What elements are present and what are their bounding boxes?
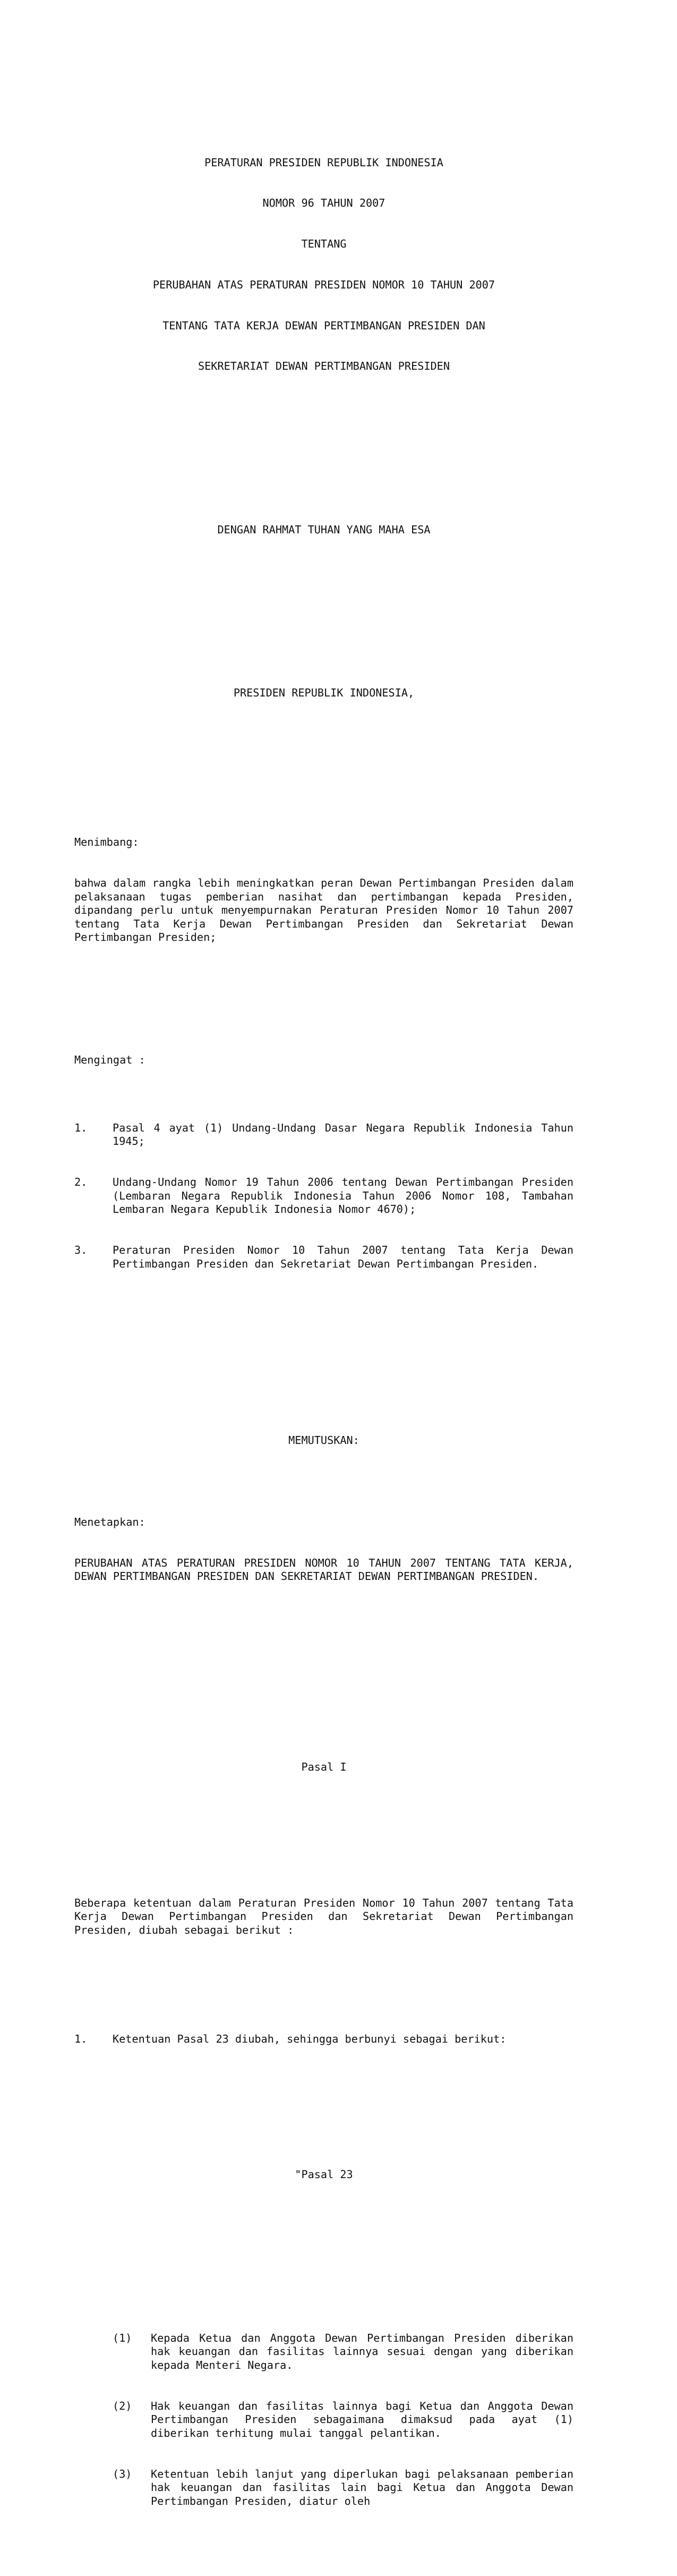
pasal-i-heading-block (74, 1733, 573, 1801)
ayat-marker: (2) (113, 2399, 132, 2412)
pasal-i-item-1 (74, 2033, 573, 2046)
mengingat-list (74, 1094, 573, 1298)
blessing-line: DENGAN RAHMAT TUHAN YANG MAHA ESA (217, 523, 431, 536)
menimbang-body: bahwa dalam rangka lebih meningkatkan peran Dewan Pertimbangan Presiden dalam pelaksanaan tugas pemberian nasihat dan pertimbangan kepada Presiden, dipandang perlu untuk menyempurnakan Peraturan Presiden Nomor 10 Tahun 2007 tentang Tata Kerja Dewan Pertimbangan Presiden dan Sekretariat Dewan Pertimbangan Presiden; (74, 877, 573, 944)
title-line-2: NOMOR 96 TAHUN 2007 (262, 197, 385, 210)
menimbang-label: Menimbang: (74, 836, 139, 849)
menetapkan-body: PERUBAHAN ATAS PERATURAN PRESIDEN NOMOR 10 TAHUN 2007 TENTANG TATA KERJA, DEWAN PERTIMBANGAN PRESIDEN DAN SEKRETARIAT DEWAN PERTIMBANGAN PRESIDEN. (74, 1556, 573, 1583)
mengingat-label: Mengingat : (74, 1053, 145, 1066)
pasal-23-heading-block (74, 2141, 573, 2209)
title-line-3: TENTANG (301, 237, 347, 251)
list-text: Pasal 4 ayat (1) Undang-Undang Dasar Negara Republik Indonesia Tahun 1945; (113, 1121, 573, 1148)
title-line-6: SEKRETARIAT DEWAN PERTIMBANGAN PRESIDEN (198, 360, 450, 373)
pasal-i-heading: Pasal I (301, 1760, 347, 1773)
spacer (74, 1665, 573, 1679)
list-text: Ketentuan Pasal 23 diubah, sehingga berbunyi sebagai berikut: (113, 2032, 507, 2045)
authority-line: PRESIDEN REPUBLIK INDONESIA, (233, 686, 415, 699)
spacer (74, 768, 573, 781)
title-line-5: TENTANG TATA KERJA DEWAN PERTIMBANGAN PRESIDEN DAN (162, 319, 485, 332)
spacer (74, 985, 573, 999)
spacer (74, 2250, 573, 2264)
mengingat-item (74, 1244, 573, 1271)
spacer (74, 1842, 573, 1856)
mengingat-item (74, 1121, 573, 1149)
list-text: Peraturan Presiden Nomor 10 Tahun 2007 tentang Tata Kerja Dewan Pertimbangan Presiden dan Sekretariat Dewan Pertimbangan Presiden. (113, 1244, 573, 1270)
list-marker: 2. (74, 1176, 88, 1189)
authority-block (74, 659, 573, 727)
ayat-item (113, 2332, 573, 2373)
list-marker: 1. (74, 1121, 88, 1134)
pasal-23-ayat-list (74, 2304, 573, 2535)
memutuskan-block (74, 1407, 573, 1475)
ayat-text: Ketentuan lebih lanjut yang diperlukan bagi pelaksanaan pemberian hak keuangan dan fasilitas lain bagi Ketua dan Anggota Dewan Pertimbangan Presiden, diatur oleh (151, 2467, 573, 2507)
spacer (74, 1978, 573, 1992)
spacer (74, 1625, 573, 1638)
document-body (74, 74, 573, 2576)
blessing-block (74, 496, 573, 564)
spacer (74, 441, 573, 455)
ayat-marker: (1) (113, 2331, 132, 2344)
mengingat-item (74, 1176, 573, 1217)
memutuskan-heading: MEMUTUSKAN: (288, 1434, 359, 1447)
list-marker: 1. (74, 2032, 88, 2045)
list-marker: 3. (74, 1244, 88, 1257)
list-text: Undang-Undang Nomor 19 Tahun 2006 tentang Dewan Pertimbangan Presiden (Lembaran Negara Republik Indonesia Tahun 2006 Nomor 108, Tambahan Lembaran Negara Kepublik Indonesia Nomor 4670); (113, 1176, 573, 1216)
pasal-i-intro: Beberapa ketentuan dalam Peraturan Presiden Nomor 10 Tahun 2007 tentang Tata Kerja Dewan Pertimbangan Presiden dan Sekretariat Dewan Pertimbangan Presiden, diubah sebagai berikut : (74, 1896, 573, 1936)
spacer (74, 1339, 573, 1353)
menetapkan-label: Menetapkan: (74, 1515, 145, 1528)
title-line-1: PERATURAN PRESIDEN REPUBLIK INDONESIA (204, 156, 443, 169)
title-line-4: PERUBAHAN ATAS PERATURAN PRESIDEN NOMOR 10 TAHUN 2007 (152, 278, 495, 291)
ayat-text: Hak keuangan dan fasilitas lainnya bagi Ketua dan Anggota Dewan Pertimbangan Presiden sebagaimana dimaksud pada ayat (1) diberikan terhitung mulai tanggal pelantikan. (151, 2399, 573, 2439)
ayat-item (113, 2468, 573, 2509)
document-title-block (74, 129, 573, 401)
spacer (74, 605, 573, 618)
ayat-text: Kepada Ketua dan Anggota Dewan Pertimbangan Presiden diberikan hak keuangan dan fasilitas lainnya sesuai dengan yang diberikan kepada Menteri Negara. (151, 2331, 573, 2371)
spacer (74, 2087, 573, 2101)
ayat-marker: (3) (113, 2467, 132, 2480)
pasal-23-heading: "Pasal 23 (295, 2168, 353, 2181)
ayat-item (113, 2400, 573, 2441)
